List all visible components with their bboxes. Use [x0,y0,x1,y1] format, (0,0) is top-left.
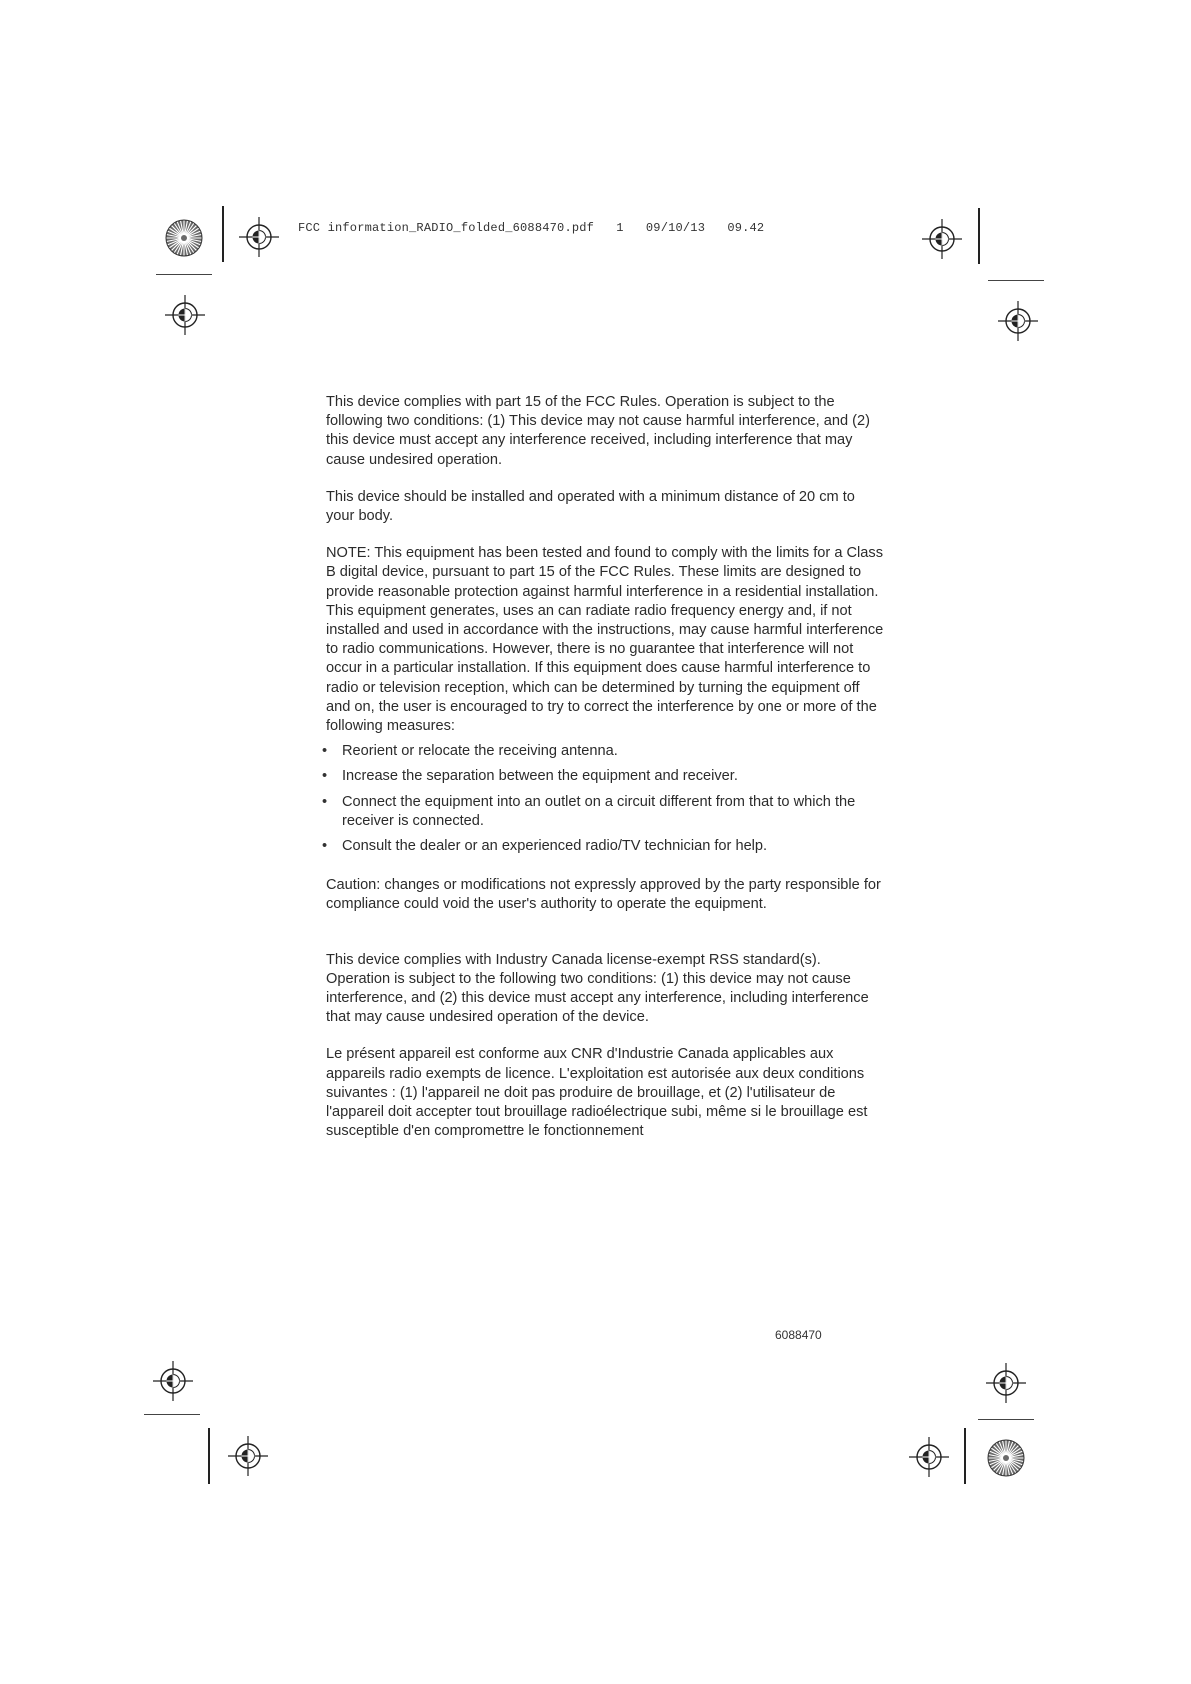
trim-line [222,206,224,262]
trim-line [978,1419,1034,1420]
list-item: • Increase the separation between the equipment and receiver. [320,767,886,786]
trim-line [978,208,980,264]
registration-mark-icon [919,216,965,262]
slug-page: 1 [616,221,624,235]
caution-paragraph: Caution: changes or modifications not expressly approved by the party responsible for compliance could void the user's authority to operate the equipment. [326,877,881,913]
registration-mark-icon [162,292,208,338]
starburst-color-bar-icon [984,1436,1028,1480]
trim-line [988,280,1044,281]
industry-canada-english-paragraph: This device complies with Industry Canada license-exempt RSS standard(s). Operation is subject to the following two conditions: (1) this device may not cause interference, and (2) this device must accept any interference, including interference that may cause undesired operation of the device. [326,951,869,1026]
starburst-color-bar-icon [162,216,206,260]
fcc-part15-paragraph: This device complies with part 15 of the FCC Rules. Operation is subject to the following two conditions: (1) This device may not cause harmful interference, and (2) this device must accept any interference received, including interference that may cause undesired operation. [326,394,871,468]
trim-line [208,1428,210,1484]
trim-line [156,274,212,275]
slug-date: 09/10/13 [645,221,706,235]
slug-time: 09.42 [727,221,765,235]
registration-mark-icon [906,1434,952,1480]
list-item: • Connect the equipment into an outlet on a circuit different from that to which the receiver is connected. [320,793,886,831]
measures-list [326,742,886,856]
trim-line [964,1428,966,1484]
document-number: 6088470 [775,1328,822,1342]
trim-line [144,1414,200,1415]
registration-mark-icon [236,214,282,260]
registration-mark-icon [995,298,1041,344]
note-paragraph: NOTE: This equipment has been tested and found to comply with the limits for a Class B digital device, pursuant to part 15 of the FCC Rules. These limits are designed to provide reasonable protection against harmful interference in a residential installation. This equipment generates, uses an can radiate radio frequency energy and, if not installed and used in accordance with the instructions, may cause harmful interference to radio communications. However, there is no guarantee that interference will not occur in a particular installation. If this equipment does cause harmful interference to radio or television reception, which can be determined by turning the equipment off and on, the user is encouraged to try to correct the interference by one or more of the following measures: [326,545,884,735]
list-item: • Reorient or relocate the receiving antenna. [320,742,886,761]
fcc-information-text [326,393,886,1160]
slug-filename: FCC information_RADIO_folded_6088470.pdf [298,221,595,235]
registration-mark-icon [150,1358,196,1404]
distance-paragraph: This device should be installed and operated with a minimum distance of 20 cm to your body. [326,488,855,525]
registration-mark-icon [225,1433,271,1479]
print-slug [298,221,764,235]
industry-canada-french-paragraph: Le présent appareil est conforme aux CNR d'Industrie Canada applicables aux appareils radio exempts de licence. L'exploitation est autorisée aux deux conditions suivantes : (1) l'appareil ne doit pas produire de brouillage, et (2) l'utilisateur de l'appareil doit accepter tout brouillage radioélectrique subi, même si le brouillage est susceptible d'en compromettre le fonctionnement [326,1046,868,1140]
registration-mark-icon [983,1360,1029,1406]
list-item: • Consult the dealer or an experienced radio/TV technician for help. [320,837,886,856]
